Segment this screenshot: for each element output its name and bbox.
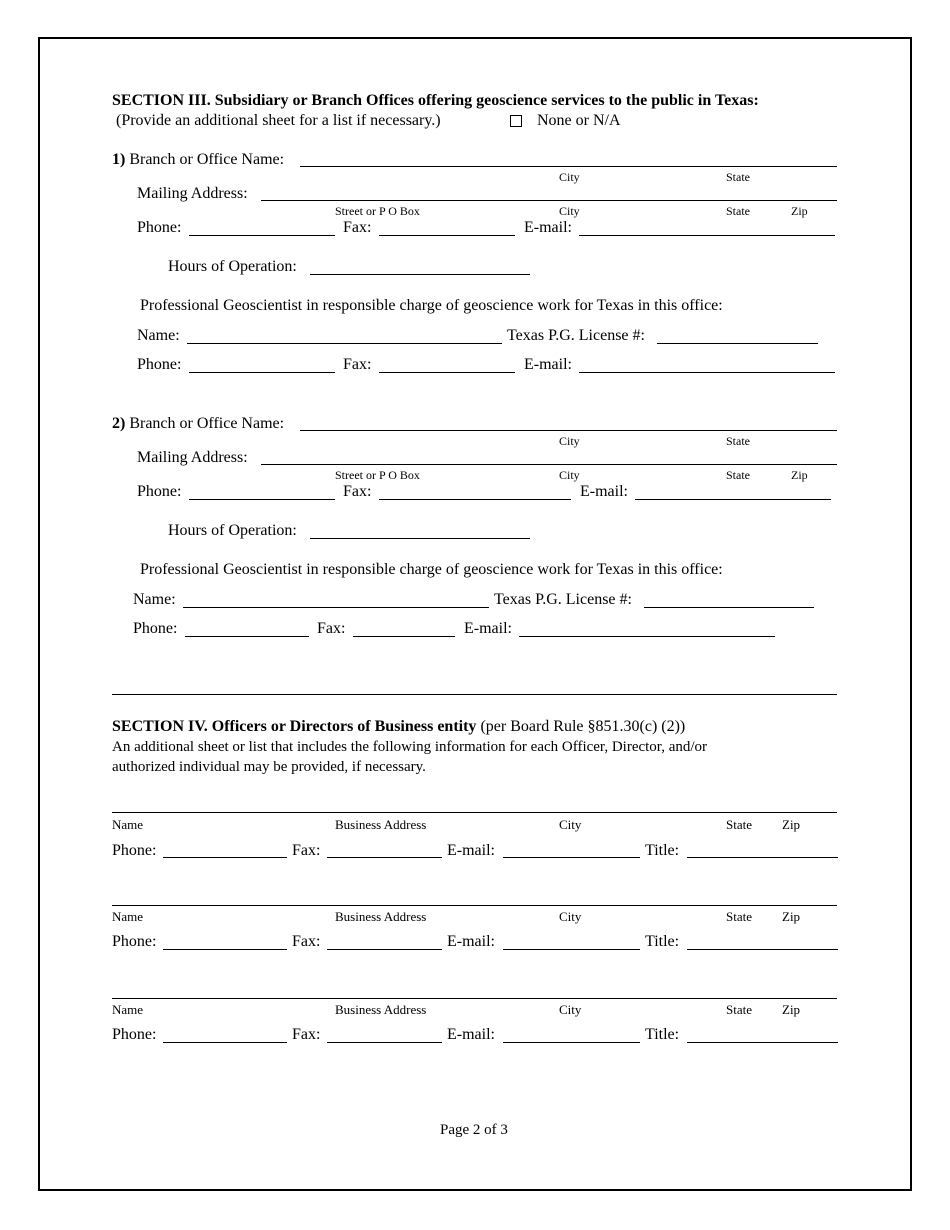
officer-2-fax-field[interactable] bbox=[327, 949, 442, 950]
branch-2-state2-label: State bbox=[726, 468, 750, 482]
branch-2-pg-name-field[interactable] bbox=[183, 607, 489, 608]
officer-3-title-field[interactable] bbox=[687, 1042, 838, 1043]
section-divider bbox=[112, 694, 837, 695]
officer-2-zip-label: Zip bbox=[782, 909, 801, 924]
branch-2-hours-field[interactable] bbox=[310, 538, 530, 539]
branch-1-pg-email-label: E-mail: bbox=[524, 356, 572, 373]
branch-1-phone-field[interactable] bbox=[189, 235, 335, 236]
section-4-desc-2: authorized individual may be provided, if necessary. bbox=[112, 759, 426, 775]
officer-3-name-label: Name bbox=[112, 1002, 144, 1017]
none-label: None or N/A bbox=[537, 112, 621, 129]
section-4-desc-1: An additional sheet or list that includes the following information for each Officer, Director, and/or bbox=[112, 739, 708, 755]
branch-2-title bbox=[112, 415, 284, 433]
branch-1-email-label: E-mail: bbox=[524, 219, 572, 236]
officer-1-email-field[interactable] bbox=[503, 857, 640, 858]
branch-1-pg-name-label: Name: bbox=[137, 327, 180, 344]
officer-3-fax-field[interactable] bbox=[327, 1042, 442, 1043]
officer-1-title-field[interactable] bbox=[687, 857, 838, 858]
none-checkbox[interactable] bbox=[510, 115, 522, 127]
officer-2-email-field[interactable] bbox=[503, 949, 640, 950]
officer-3-phone-label: Phone: bbox=[112, 1026, 157, 1043]
branch-1-pg-phone-label: Phone: bbox=[137, 356, 182, 373]
branch-1-pg-text: Professional Geoscientist in responsible charge of geoscience work for Texas in this office: bbox=[140, 297, 723, 314]
branch-2-pg-name-label: Name: bbox=[133, 591, 176, 608]
officer-1-phone-label: Phone: bbox=[112, 842, 157, 859]
branch-2-street-label: Street or P O Box bbox=[335, 468, 420, 482]
officer-2-address-label: Business Address bbox=[335, 909, 427, 924]
branch-1-fax-field[interactable] bbox=[379, 235, 515, 236]
branch-1-number: 1) bbox=[112, 151, 126, 168]
officer-3-address-label: Business Address bbox=[335, 1002, 427, 1017]
officer-3-title-label: Title: bbox=[645, 1026, 680, 1043]
branch-2-license-label: Texas P.G. License #: bbox=[494, 591, 632, 608]
branch-1-pg-email-field[interactable] bbox=[579, 372, 835, 373]
branch-2-name-field[interactable] bbox=[300, 430, 837, 431]
branch-1-hours-label: Hours of Operation: bbox=[168, 258, 297, 275]
branch-1-state-label: State bbox=[726, 170, 750, 184]
branch-1-city-label: City bbox=[559, 170, 580, 184]
officer-2-email-label: E-mail: bbox=[447, 933, 495, 950]
officer-3-city-label: City bbox=[559, 1002, 582, 1017]
branch-2-pg-email-field[interactable] bbox=[519, 636, 775, 637]
branch-1-pg-fax-label: Fax: bbox=[343, 356, 372, 373]
branch-2-pg-phone-label: Phone: bbox=[133, 620, 178, 637]
officer-2-name-label: Name bbox=[112, 909, 144, 924]
branch-2-pg-text: Professional Geoscientist in responsible charge of geoscience work for Texas in this office: bbox=[140, 561, 723, 578]
branch-1-fax-label: Fax: bbox=[343, 219, 372, 236]
branch-1-license-label: Texas P.G. License #: bbox=[507, 327, 645, 344]
section-3-note: (Provide an additional sheet for a list if necessary.) bbox=[116, 112, 441, 129]
branch-1-license-field[interactable] bbox=[657, 343, 818, 344]
branch-2-license-field[interactable] bbox=[644, 607, 814, 608]
branch-2-zip-label: Zip bbox=[791, 468, 808, 482]
officer-3-state-label: State bbox=[726, 1002, 752, 1017]
officer-2-city-label: City bbox=[559, 909, 582, 924]
branch-1-pg-name-field[interactable] bbox=[187, 343, 502, 344]
branch-1-zip-label: Zip bbox=[791, 204, 808, 218]
officer-1-fax-field[interactable] bbox=[327, 857, 442, 858]
officer-1-phone-field[interactable] bbox=[163, 857, 287, 858]
officer-1-city-label: City bbox=[559, 817, 582, 832]
officer-3-zip-label: Zip bbox=[782, 1002, 801, 1017]
branch-2-pg-email-label: E-mail: bbox=[464, 620, 512, 637]
section-4-title-bold: SECTION IV. Officers or Directors of Business entity bbox=[112, 718, 477, 735]
officer-1-email-label: E-mail: bbox=[447, 842, 495, 859]
officer-2-line[interactable] bbox=[112, 905, 837, 906]
officer-2-title-field[interactable] bbox=[687, 949, 838, 950]
branch-2-fax-field[interactable] bbox=[379, 499, 571, 500]
branch-1-name-label: Branch or Office Name: bbox=[129, 151, 285, 168]
officer-1-address-label: Business Address bbox=[335, 817, 427, 832]
branch-1-name-field[interactable] bbox=[300, 166, 837, 167]
branch-2-email-label: E-mail: bbox=[580, 483, 628, 500]
officer-1-title-label: Title: bbox=[645, 842, 680, 859]
branch-2-city2-label: City bbox=[559, 468, 580, 482]
branch-2-city-label: City bbox=[559, 434, 580, 448]
officer-3-email-field[interactable] bbox=[503, 1042, 640, 1043]
branch-2-hours-label: Hours of Operation: bbox=[168, 522, 297, 539]
branch-2-state-label: State bbox=[726, 434, 750, 448]
section-4-rule: (per Board Rule §851.30(c) (2)) bbox=[480, 718, 686, 735]
branch-1-street-label: Street or P O Box bbox=[335, 204, 420, 218]
branch-2-number: 2) bbox=[112, 415, 126, 432]
page-border bbox=[38, 37, 912, 1191]
branch-1-hours-field[interactable] bbox=[310, 274, 530, 275]
officer-3-line[interactable] bbox=[112, 998, 837, 999]
officer-1-name-label: Name bbox=[112, 817, 144, 832]
officer-1-state-label: State bbox=[726, 817, 752, 832]
officer-1-line[interactable] bbox=[112, 812, 837, 813]
branch-1-state2-label: State bbox=[726, 204, 750, 218]
officer-2-state-label: State bbox=[726, 909, 752, 924]
branch-2-mailing-label: Mailing Address: bbox=[137, 449, 248, 466]
officer-1-fax-label: Fax: bbox=[292, 842, 321, 859]
branch-1-mailing-label: Mailing Address: bbox=[137, 185, 248, 202]
branch-2-phone-label: Phone: bbox=[137, 483, 182, 500]
section-3-title: SECTION III. Subsidiary or Branch Offices offering geoscience services to the public in Texas: bbox=[112, 92, 759, 109]
officer-3-fax-label: Fax: bbox=[292, 1026, 321, 1043]
officer-2-fax-label: Fax: bbox=[292, 933, 321, 950]
branch-1-phone-label: Phone: bbox=[137, 219, 182, 236]
officer-2-title-label: Title: bbox=[645, 933, 680, 950]
branch-2-fax-label: Fax: bbox=[343, 483, 372, 500]
officer-3-phone-field[interactable] bbox=[163, 1042, 287, 1043]
section-4-title bbox=[112, 718, 685, 736]
officer-1-zip-label: Zip bbox=[782, 817, 801, 832]
officer-2-phone-label: Phone: bbox=[112, 933, 157, 950]
branch-1-email-field[interactable] bbox=[579, 235, 835, 236]
branch-1-city2-label: City bbox=[559, 204, 580, 218]
branch-1-pg-fax-field[interactable] bbox=[379, 372, 515, 373]
officer-2-phone-field[interactable] bbox=[163, 949, 287, 950]
branch-2-email-field[interactable] bbox=[635, 499, 831, 500]
branch-1-pg-phone-field[interactable] bbox=[189, 372, 335, 373]
branch-2-pg-fax-field[interactable] bbox=[353, 636, 455, 637]
page-number: Page 2 of 3 bbox=[440, 1122, 508, 1138]
branch-1-title bbox=[112, 151, 284, 169]
officer-3-email-label: E-mail: bbox=[447, 1026, 495, 1043]
branch-2-mailing-field[interactable] bbox=[261, 464, 837, 465]
branch-2-pg-phone-field[interactable] bbox=[185, 636, 309, 637]
branch-2-pg-fax-label: Fax: bbox=[317, 620, 346, 637]
branch-2-name-label: Branch or Office Name: bbox=[129, 415, 285, 432]
branch-1-mailing-field[interactable] bbox=[261, 200, 837, 201]
branch-2-phone-field[interactable] bbox=[189, 499, 335, 500]
